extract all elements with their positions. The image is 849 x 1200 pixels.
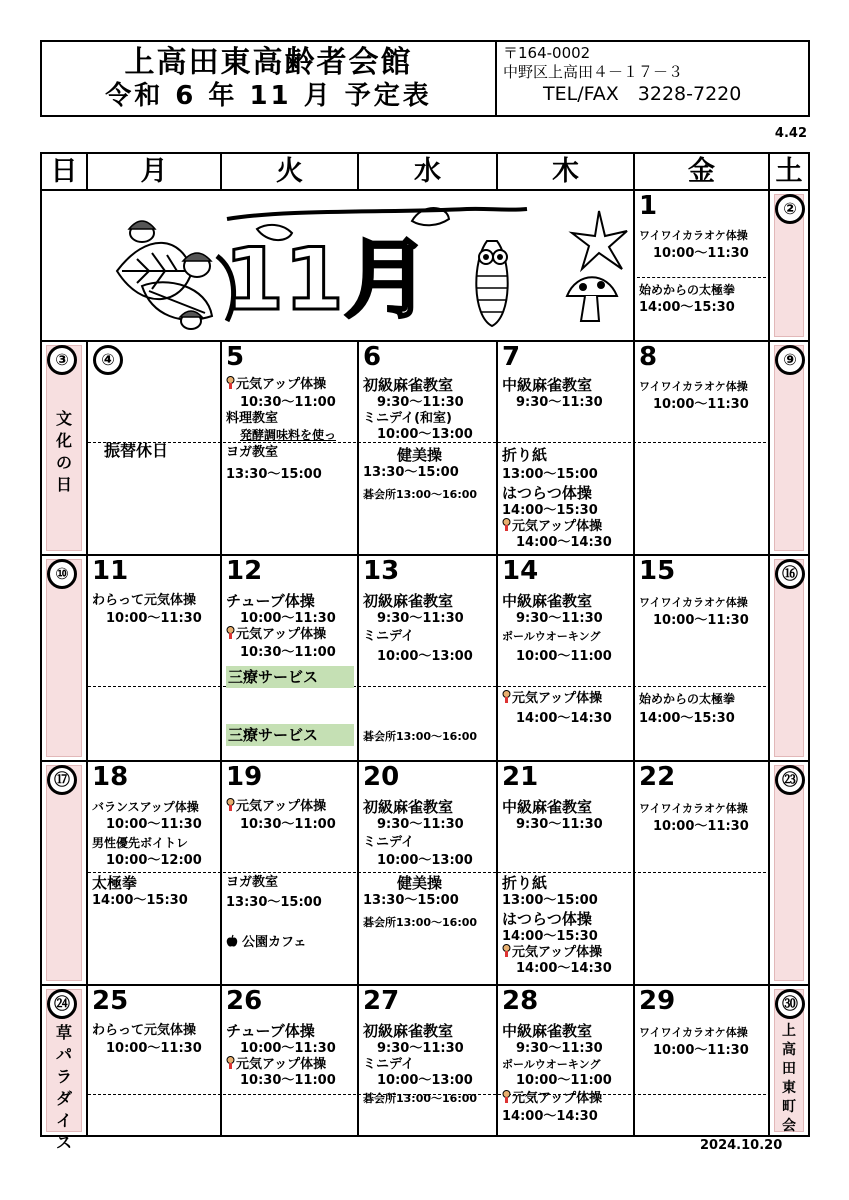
service-badge: 三療サービス <box>226 666 354 688</box>
day-cell-14 <box>498 556 633 760</box>
pin-icon <box>502 944 511 958</box>
event-time: 10:00～11:30 <box>653 819 749 834</box>
event-time: 14:00～15:30 <box>639 711 735 726</box>
acorn-icon <box>129 221 211 329</box>
day-cell-23 <box>770 762 808 984</box>
day-number: 7 <box>502 342 521 372</box>
day-cell-9 <box>770 342 808 554</box>
event-time: 14:00～14:30 <box>516 535 612 550</box>
day-cell-30 <box>770 986 808 1135</box>
event-time: 14:00～15:30 <box>639 300 735 315</box>
weekday-thu: 木 <box>552 156 579 187</box>
day-number: 5 <box>226 342 245 372</box>
day-cell-16 <box>770 556 808 760</box>
event-time: 13:30～15:00 <box>363 893 459 908</box>
day-number: 26 <box>226 986 263 1016</box>
event-hatsuratsu: はつらつ体操 <box>502 910 592 928</box>
day-number: 18 <box>92 762 129 792</box>
event-genki: 元気アップ体操 <box>226 1056 326 1074</box>
day-number: 8 <box>639 342 658 372</box>
day-cell-11 <box>88 556 220 760</box>
weekday-wed: 水 <box>414 156 441 187</box>
event-mahjong: 中級麻雀教室 <box>502 1022 593 1040</box>
day-cell-12 <box>222 556 357 760</box>
day-cell-3 <box>42 342 86 554</box>
event-mahjong: 中級麻雀教室 <box>502 798 593 816</box>
event-karaoke: ワイワイカラオケ体操 <box>639 380 748 393</box>
event-origami: 折り紙 <box>502 874 548 892</box>
event-pole-walking: ポールウオーキング <box>502 630 601 643</box>
day-number: ② <box>775 194 805 224</box>
pin-icon <box>226 626 235 640</box>
event-karaoke: ワイワイカラオケ体操 <box>639 802 748 815</box>
event-genki: 元気アップ体操 <box>502 1090 602 1108</box>
weekend-highlight <box>774 765 804 981</box>
event-time: 10:00～13:00 <box>377 427 473 442</box>
event-time: 10:00～11:30 <box>240 1041 336 1056</box>
weekend-highlight <box>46 765 82 981</box>
divider <box>768 154 770 191</box>
header <box>40 40 810 117</box>
event-subtitle: 発酵調味料を使っ <box>240 428 337 442</box>
day-number: ⑯ <box>775 559 805 589</box>
event-go: 碁会所13:00～16:00 <box>363 916 478 929</box>
event-time: 10:00～12:00 <box>106 853 202 868</box>
event-time: 9:30～11:30 <box>516 1041 603 1056</box>
weekday-sun: 日 <box>50 156 78 187</box>
day-cell-18 <box>88 762 220 984</box>
event-mahjong: 初級麻雀教室 <box>363 798 454 816</box>
event-mahjong: 初級麻雀教室 <box>363 592 454 610</box>
day-cell-24 <box>42 986 86 1152</box>
day-cell-21 <box>498 762 633 984</box>
day-number: ㉔ <box>47 989 77 1019</box>
november-illustration <box>87 191 632 341</box>
event-kusa-paradise: 草 パ ラ ダ イ ス <box>55 1023 72 1152</box>
event-taichi: 始めからの太極拳 <box>639 692 736 706</box>
event-genki: 元気アップ体操 <box>226 376 326 394</box>
event-time: 10:00～13:00 <box>377 1073 473 1088</box>
branch-icon <box>227 209 527 219</box>
event-time: 10:30～11:00 <box>240 645 336 660</box>
event-hatsuratsu: はつらつ体操 <box>502 484 592 502</box>
pin-icon <box>502 690 511 704</box>
event-karaoke: ワイワイカラオケ体操 <box>639 1026 748 1039</box>
version-number: 4.42 <box>774 126 807 141</box>
event-yoga: ヨガ教室 <box>226 875 279 890</box>
day-number: 19 <box>226 762 263 792</box>
event-time: 9:30～11:30 <box>377 395 464 410</box>
postal-code: 〒164-0002 <box>503 44 591 62</box>
pin-icon <box>226 1056 235 1070</box>
issue-date: 2024.10.20 <box>700 1138 783 1153</box>
event-mahjong: 初級麻雀教室 <box>363 1022 454 1040</box>
event-mini-day: ミニデイ <box>363 1057 415 1072</box>
week-row-3 <box>42 556 808 762</box>
event-time: 10:00～11:30 <box>106 611 202 626</box>
day-number: ⑩ <box>47 559 77 589</box>
event-time: 9:30～11:30 <box>377 611 464 626</box>
event-time: 9:30～11:30 <box>516 611 603 626</box>
header-title-box <box>42 42 497 115</box>
event-time: 10:00～11:30 <box>653 613 749 628</box>
weekday-tue: 火 <box>276 156 303 187</box>
tel-fax: TEL/FAX 3228-7220 <box>543 83 742 105</box>
event-mini-day: ミニデイ <box>363 835 415 850</box>
day-cell-6 <box>359 342 496 554</box>
event-time: 13:30～15:00 <box>226 467 322 482</box>
event-time: 10:30～11:00 <box>240 1073 336 1088</box>
day-number: 11 <box>92 556 129 586</box>
day-number: ㉚ <box>775 989 805 1019</box>
weekend-highlight <box>774 345 804 551</box>
event-time: 9:30～11:30 <box>377 1041 464 1056</box>
event-cooking: 料理教室 <box>226 411 279 426</box>
day-cell-26 <box>222 986 357 1135</box>
day-cell-27 <box>359 986 496 1135</box>
event-time: 14:00～15:30 <box>92 893 188 908</box>
day-cell-28 <box>498 986 633 1135</box>
event-time: 13:00～15:00 <box>502 467 598 482</box>
header-contact-box <box>497 42 808 115</box>
divider <box>637 277 766 278</box>
event-mahjong: 初級麻雀教室 <box>363 376 454 394</box>
event-yoga: ヨガ教室 <box>226 445 279 460</box>
day-number: 20 <box>363 762 400 792</box>
event-time: 10:00～11:30 <box>106 817 202 832</box>
event-mahjong: 中級麻雀教室 <box>502 592 593 610</box>
divider <box>496 154 498 191</box>
event-time: 10:30～11:00 <box>240 817 336 832</box>
day-number: 1 <box>639 191 658 221</box>
weekday-fri: 金 <box>688 156 715 187</box>
event-time: 14:00～14:30 <box>502 1109 598 1124</box>
divider <box>220 154 222 191</box>
event-voice-training: 男性優先ボイトレ <box>92 836 189 850</box>
day-cell-7 <box>498 342 633 554</box>
event-go: 碁会所13:00～16:00 <box>363 1092 478 1105</box>
day-cell-25 <box>88 986 220 1135</box>
event-waratte: わらって元気体操 <box>92 1023 197 1038</box>
event-time: 14:00～14:30 <box>516 711 612 726</box>
maple-leaf-icon <box>572 211 627 269</box>
event-origami: 折り紙 <box>502 446 548 464</box>
day-cell-8 <box>635 342 768 554</box>
day-cell-1 <box>635 191 768 340</box>
event-town-association: 上 高 田 東 町 会 <box>782 1023 796 1134</box>
event-mini-day: ミニデイ <box>363 629 415 644</box>
day-number: ⑨ <box>775 345 805 375</box>
weekday-sat: 土 <box>775 156 803 187</box>
address: 中野区上高田４－１７－３ <box>503 63 684 81</box>
day-cell-20 <box>359 762 496 984</box>
day-number: 14 <box>502 556 539 586</box>
pin-icon <box>502 518 511 532</box>
service-badge: 三療サービス <box>226 724 354 746</box>
divider <box>86 154 88 191</box>
day-number: ④ <box>93 345 123 375</box>
event-time: 10:00～11:00 <box>516 649 612 664</box>
event-time: 14:00～15:30 <box>502 929 598 944</box>
event-mini-day: ミニデイ(和室) <box>363 411 452 426</box>
day-number: 13 <box>363 556 400 586</box>
event-genki: 元気アップ体操 <box>502 690 602 708</box>
day-number: ⑰ <box>47 765 77 795</box>
day-number: 29 <box>639 986 676 1016</box>
event-genki: 元気アップ体操 <box>502 518 602 536</box>
day-number: 6 <box>363 342 382 372</box>
event-genki: 元気アップ体操 <box>226 626 326 644</box>
event-time: 13:00～15:00 <box>502 893 598 908</box>
event-kenbiso: 健美操 <box>397 446 443 464</box>
week-row-2 <box>42 342 808 556</box>
day-number: 25 <box>92 986 129 1016</box>
day-cell-15 <box>635 556 768 760</box>
day-number: 27 <box>363 986 400 1016</box>
day-number: ㉓ <box>775 765 805 795</box>
event-time: 10:00～13:00 <box>377 853 473 868</box>
event-time: 10:00～11:30 <box>653 1043 749 1058</box>
event-time: 13:30～15:00 <box>363 465 459 480</box>
event-taichi: 始めからの太極拳 <box>639 283 736 297</box>
event-time: 10:00～11:30 <box>653 246 749 261</box>
day-cell-4 <box>88 342 220 554</box>
event-tube: チューブ体操 <box>226 592 315 610</box>
pin-icon <box>502 1090 511 1104</box>
event-taichi: 太極拳 <box>92 874 138 892</box>
event-time: 10:30～11:00 <box>240 395 336 410</box>
day-number: 22 <box>639 762 676 792</box>
holiday-label: 文 化 の 日 <box>55 409 72 494</box>
event-mahjong: 中級麻雀教室 <box>502 376 593 394</box>
event-time: 13:30～15:00 <box>226 895 322 910</box>
event-genki: 元気アップ体操 <box>502 944 602 962</box>
week-row-1 <box>42 191 808 342</box>
owl-icon <box>476 241 507 326</box>
substitute-holiday: 振替休日 <box>104 441 169 460</box>
event-go: 碁会所13:00～16:00 <box>363 488 478 501</box>
event-time: 10:00～13:00 <box>377 649 473 664</box>
event-time: 9:30～11:30 <box>516 395 603 410</box>
event-tube: チューブ体操 <box>226 1022 315 1040</box>
day-number: 21 <box>502 762 539 792</box>
weekday-header <box>42 154 808 191</box>
day-cell-22 <box>635 762 768 984</box>
page-subtitle: 令和 6 年 11 月 予定表 <box>105 80 432 111</box>
day-number: 12 <box>226 556 263 586</box>
pin-icon <box>226 798 235 812</box>
apple-icon <box>226 935 238 948</box>
divider <box>357 154 359 191</box>
day-number: ③ <box>47 345 77 375</box>
month-label: 11月 <box>224 230 430 330</box>
event-waratte: わらって元気体操 <box>92 593 197 608</box>
event-park-cafe: 公園カフェ <box>226 934 306 952</box>
weekday-mon: 月 <box>140 156 168 187</box>
event-kenbiso: 健美操 <box>397 874 443 892</box>
event-time: 10:00～11:30 <box>653 397 749 412</box>
day-cell-19 <box>222 762 357 984</box>
pin-icon <box>226 376 235 390</box>
event-karaoke: ワイワイカラオケ体操 <box>639 596 748 609</box>
event-go: 碁会所13:00～16:00 <box>363 730 478 743</box>
day-number: 15 <box>639 556 676 586</box>
day-cell-17 <box>42 762 86 984</box>
event-balance: バランスアップ体操 <box>92 800 199 814</box>
mushroom-icon <box>567 277 617 321</box>
day-cell-29 <box>635 986 768 1135</box>
page-title: 上高田東高齢者会館 <box>124 44 413 80</box>
event-time: 10:00～11:30 <box>106 1041 202 1056</box>
week-row-4 <box>42 762 808 986</box>
event-genki: 元気アップ体操 <box>226 798 326 816</box>
day-cell-2 <box>770 191 808 340</box>
day-cell-5 <box>222 342 357 554</box>
day-cell-10 <box>42 556 86 760</box>
event-time: 14:00～14:30 <box>516 961 612 976</box>
event-time: 9:30～11:30 <box>377 817 464 832</box>
divider <box>633 154 635 191</box>
event-time: 10:00～11:30 <box>240 611 336 626</box>
event-time: 14:00～15:30 <box>502 503 598 518</box>
event-karaoke: ワイワイカラオケ体操 <box>639 229 748 242</box>
event-time: 10:00～11:00 <box>516 1073 612 1088</box>
day-cell-13 <box>359 556 496 760</box>
event-time: 9:30～11:30 <box>516 817 603 832</box>
day-number: 28 <box>502 986 539 1016</box>
event-pole-walking: ポールウオーキング <box>502 1058 601 1071</box>
